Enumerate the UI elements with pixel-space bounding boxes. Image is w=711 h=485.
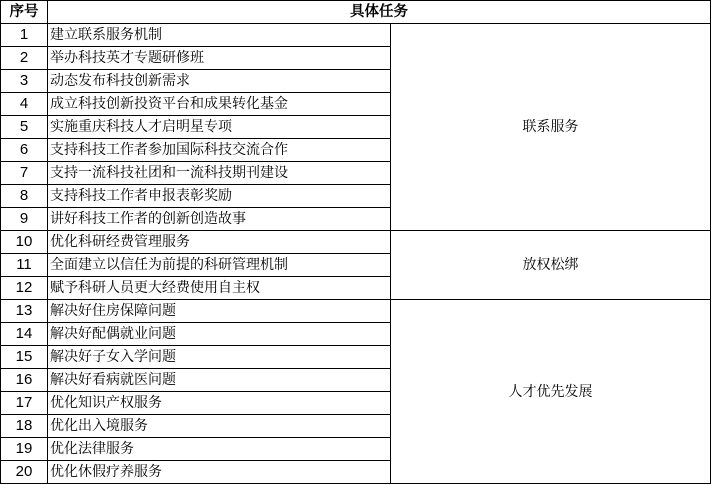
row-number: 5: [1, 116, 48, 139]
row-number: 7: [1, 162, 48, 185]
task-cell: 动态发布科技创新需求: [48, 70, 391, 93]
row-number: 11: [1, 254, 48, 277]
task-cell: 支持一流科技社团和一流科技期刊建设: [48, 162, 391, 185]
row-number: 6: [1, 139, 48, 162]
row-number: 1: [1, 24, 48, 47]
task-cell: 讲好科技工作者的创新创造故事: [48, 208, 391, 231]
row-number: 19: [1, 438, 48, 461]
header-row: [1, 1, 711, 24]
task-cell: 解决好配偶就业问题: [48, 323, 391, 346]
task-cell: 优化法律服务: [48, 438, 391, 461]
row-number: 12: [1, 277, 48, 300]
row-number: 20: [1, 461, 48, 484]
row-number: 10: [1, 231, 48, 254]
table-row: [1, 24, 711, 47]
task-cell: 优化科研经费管理服务: [48, 231, 391, 254]
row-number: 8: [1, 185, 48, 208]
task-cell: 实施重庆科技人才启明星专项: [48, 116, 391, 139]
header-serial-number: 序号: [1, 1, 48, 24]
row-number: 14: [1, 323, 48, 346]
task-cell: 优化知识产权服务: [48, 392, 391, 415]
row-number: 13: [1, 300, 48, 323]
task-cell: 优化出入境服务: [48, 415, 391, 438]
row-number: 9: [1, 208, 48, 231]
task-cell: 赋予科研人员更大经费使用自主权: [48, 277, 391, 300]
task-cell: 解决好看病就医问题: [48, 369, 391, 392]
task-cell: 解决好子女入学问题: [48, 346, 391, 369]
row-number: 2: [1, 47, 48, 70]
table-body: [1, 24, 711, 484]
row-number: 17: [1, 392, 48, 415]
category-cell: 联系服务: [391, 24, 711, 231]
table-row: [1, 231, 711, 254]
task-cell: 全面建立以信任为前提的科研管理机制: [48, 254, 391, 277]
category-cell: 人才优先发展: [391, 300, 711, 484]
category-cell: 放权松绑: [391, 231, 711, 300]
task-cell: 支持科技工作者申报表彰奖励: [48, 185, 391, 208]
row-number: 3: [1, 70, 48, 93]
task-cell: 成立科技创新投资平台和成果转化基金: [48, 93, 391, 116]
row-number: 4: [1, 93, 48, 116]
row-number: 16: [1, 369, 48, 392]
task-cell: 支持科技工作者参加国际科技交流合作: [48, 139, 391, 162]
task-cell: 优化休假疗养服务: [48, 461, 391, 484]
task-cell: 解决好住房保障问题: [48, 300, 391, 323]
row-number: 18: [1, 415, 48, 438]
row-number: 15: [1, 346, 48, 369]
header-specific-tasks: 具体任务: [48, 1, 711, 24]
task-cell: 建立联系服务机制: [48, 24, 391, 47]
table-row: [1, 300, 711, 323]
task-cell: 举办科技英才专题研修班: [48, 47, 391, 70]
